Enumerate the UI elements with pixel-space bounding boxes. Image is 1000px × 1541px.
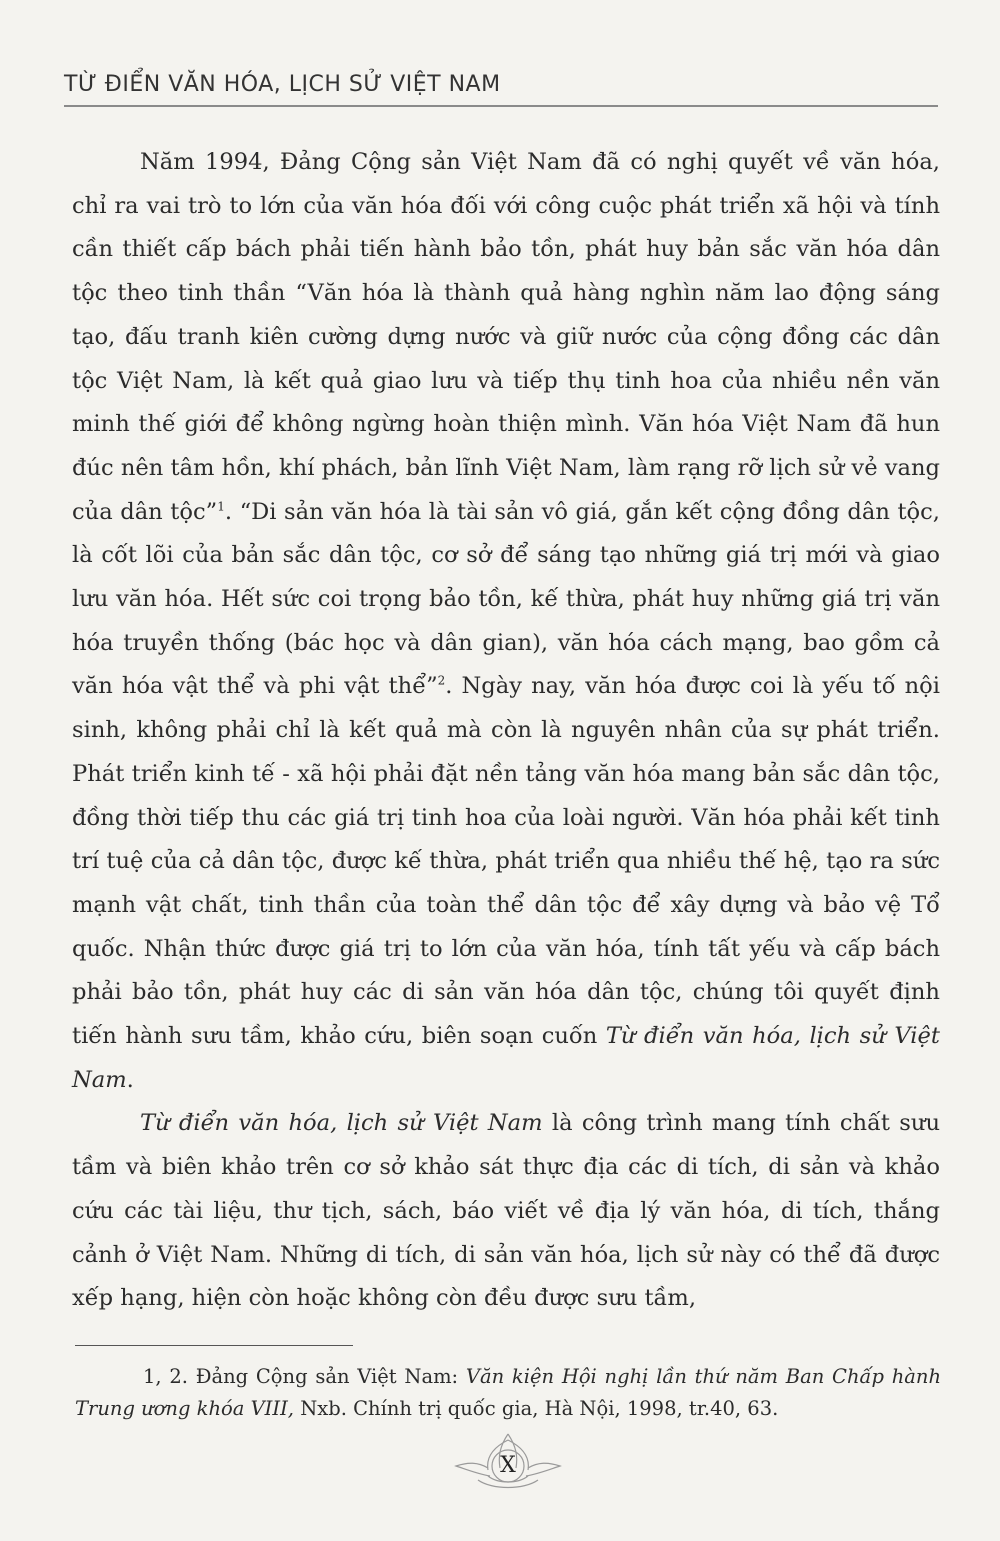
running-header: TỪ ĐIỂN VĂN HÓA, LỊCH SỬ VIỆT NAM [64, 72, 501, 97]
footnote-ref-1: 1 [217, 499, 225, 514]
paragraph-1-part-c: . Ngày nay, văn hóa được coi là yếu tố nội sinh, không phải chỉ là kết quả mà còn là nguyên nhân của sự phát triển. Phát triển kinh tế - xã hội phải đặt nền tảng văn hóa mang bản sắc dân tộc, đồng thời tiếp thu các giá trị tinh hoa của loài người. Văn hóa phải kết tinh trí tuệ của cả dân tộc, được kế thừa, phát triển qua nhiều thế hệ, tạo ra sức mạnh vật chất, tinh thần của toàn thể dân tộc để xây dựng và bảo vệ Tổ quốc. Nhận thức được giá trị to lớn của văn hóa, tính tất yếu và cấp bách phải bảo tồn, phát huy các di sản văn hóa dân tộc, chúng tôi quyết định tiến hành sưu tầm, khảo cứu, biên soạn cuốn [72, 673, 940, 1050]
footnote-publisher: Nxb. Chính trị quốc gia, Hà Nội, 1998, tr.40, 63. [294, 1397, 779, 1420]
page-number-ornament [448, 1428, 568, 1498]
paragraph-1 [72, 141, 940, 1102]
footnote-refs: 1, 2. Đảng Cộng sản Việt Nam: [143, 1365, 466, 1388]
header-rule [64, 105, 938, 107]
book-title: Từ điển văn hóa, lịch sử Việt Nam [72, 1023, 940, 1093]
footnote [75, 1361, 941, 1425]
main-text [72, 141, 940, 1321]
footnote-ref-2: 2 [437, 673, 446, 688]
book-title: Từ điển văn hóa, lịch sử Việt Nam [140, 1110, 543, 1137]
page-number: X [500, 1453, 516, 1478]
paragraph-2-text: là công trình mang tính chất sưu tầm và biên khảo trên cơ sở khảo sát thực địa các di tích, di sản và khảo cứu các tài liệu, thư tịch, sách, báo viết về địa lý văn hóa, di tích, thắng cảnh ở Việt Nam. Những di tích, di sản văn hóa, lịch sử này có thể đã được xếp hạng, hiện còn hoặc không còn đều được sưu tầm, [72, 1110, 940, 1312]
paragraph-1-end: . [126, 1066, 134, 1093]
paragraph-1-part-a: Năm 1994, Đảng Cộng sản Việt Nam đã có nghị quyết về văn hóa, chỉ ra vai trò to lớn của văn hóa đối với công cuộc phát triển xã hội và tính cần thiết cấp bách phải tiến hành bảo tồn, phát huy bản sắc văn hóa dân tộc theo tinh thần “Văn hóa là thành quả hàng nghìn năm lao động sáng tạo, đấu tranh kiên cường dựng nước và giữ nước của cộng đồng các dân tộc Việt Nam, là kết quả giao lưu và tiếp thụ tinh hoa của nhiều nền văn minh thế giới để không ngừng hoàn thiện mình. Văn hóa Việt Nam đã hun đúc nên tâm hồn, khí phách, bản lĩnh Việt Nam, làm rạng rỡ lịch sử vẻ vang của dân tộc” [72, 149, 940, 525]
paragraph-1-part-b: . “Di sản văn hóa là tài sản vô giá, gắn kết cộng đồng dân tộc, là cốt lõi của bản sắc dân tộc, cơ sở để sáng tạo những giá trị mới và giao lưu văn hóa. Hết sức coi trọng bảo tồn, kế thừa, phát huy những giá trị văn hóa truyền thống (bác học và dân gian), văn hóa cách mạng, bao gồm cả văn hóa vật thể và phi vật thể” [72, 498, 940, 700]
footnote-source: Văn kiện Hội nghị lần thứ năm Ban Chấp hành Trung ương khóa VIII, [75, 1365, 941, 1420]
footnote-rule [75, 1345, 353, 1346]
paragraph-2 [72, 1102, 940, 1321]
